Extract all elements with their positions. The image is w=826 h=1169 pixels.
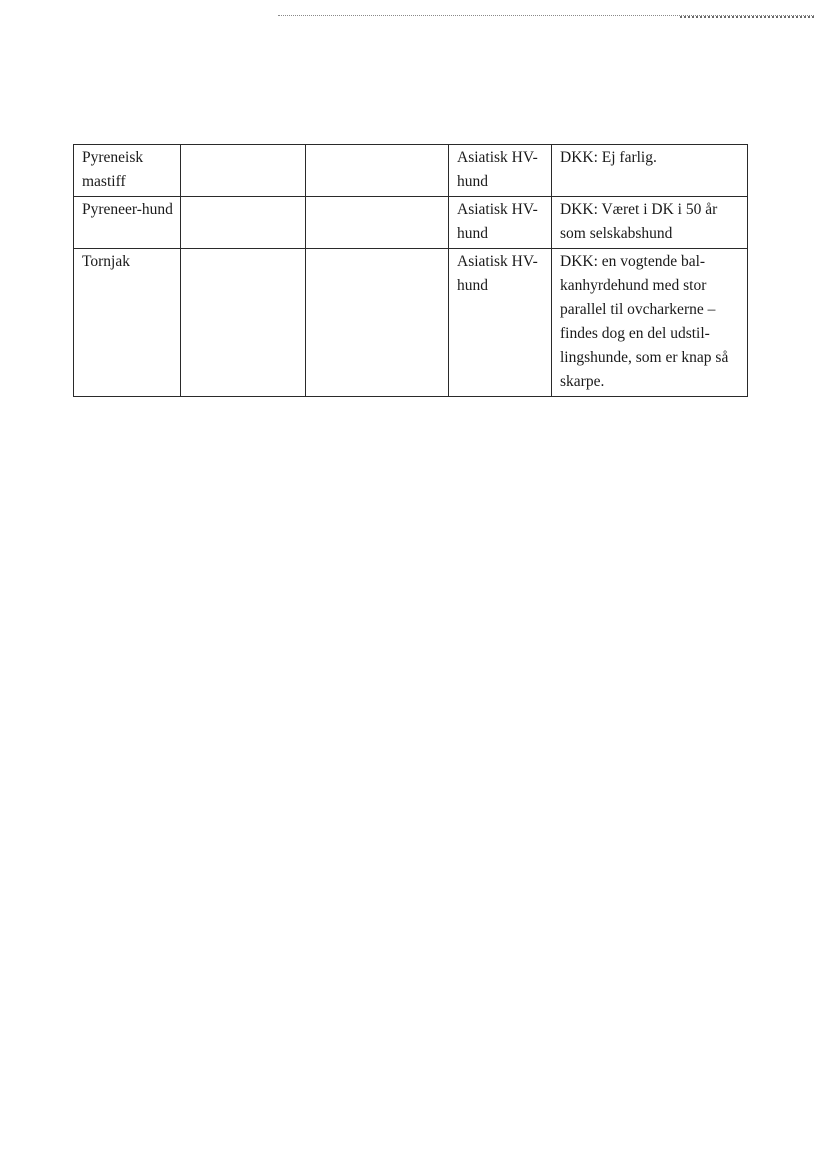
breed-table bbox=[73, 144, 748, 397]
table-row bbox=[74, 197, 748, 249]
note-cell: DKK: Ej farlig. bbox=[552, 145, 748, 197]
empty-cell bbox=[306, 249, 449, 397]
header-rule-dark bbox=[680, 16, 814, 18]
group-cell: Asiatisk HV-hund bbox=[449, 145, 552, 197]
empty-cell bbox=[306, 197, 449, 249]
empty-cell bbox=[181, 145, 306, 197]
breed-cell: Tornjak bbox=[74, 249, 181, 397]
empty-cell bbox=[306, 145, 449, 197]
empty-cell bbox=[181, 197, 306, 249]
group-cell: Asiatisk HV-hund bbox=[449, 197, 552, 249]
note-cell: DKK: Været i DK i 50 år som selskabshund bbox=[552, 197, 748, 249]
table-row bbox=[74, 145, 748, 197]
note-cell: DKK: en vogtende bal-kanhyrdehund med stor parallel til ovcharkerne – findes dog en del udstil-lingshunde, som er knap så skarpe. bbox=[552, 249, 748, 397]
breed-cell: Pyreneisk mastiff bbox=[74, 145, 181, 197]
table-row bbox=[74, 249, 748, 397]
breed-cell: Pyreneer-hund bbox=[74, 197, 181, 249]
empty-cell bbox=[181, 249, 306, 397]
group-cell: Asiatisk HV-hund bbox=[449, 249, 552, 397]
